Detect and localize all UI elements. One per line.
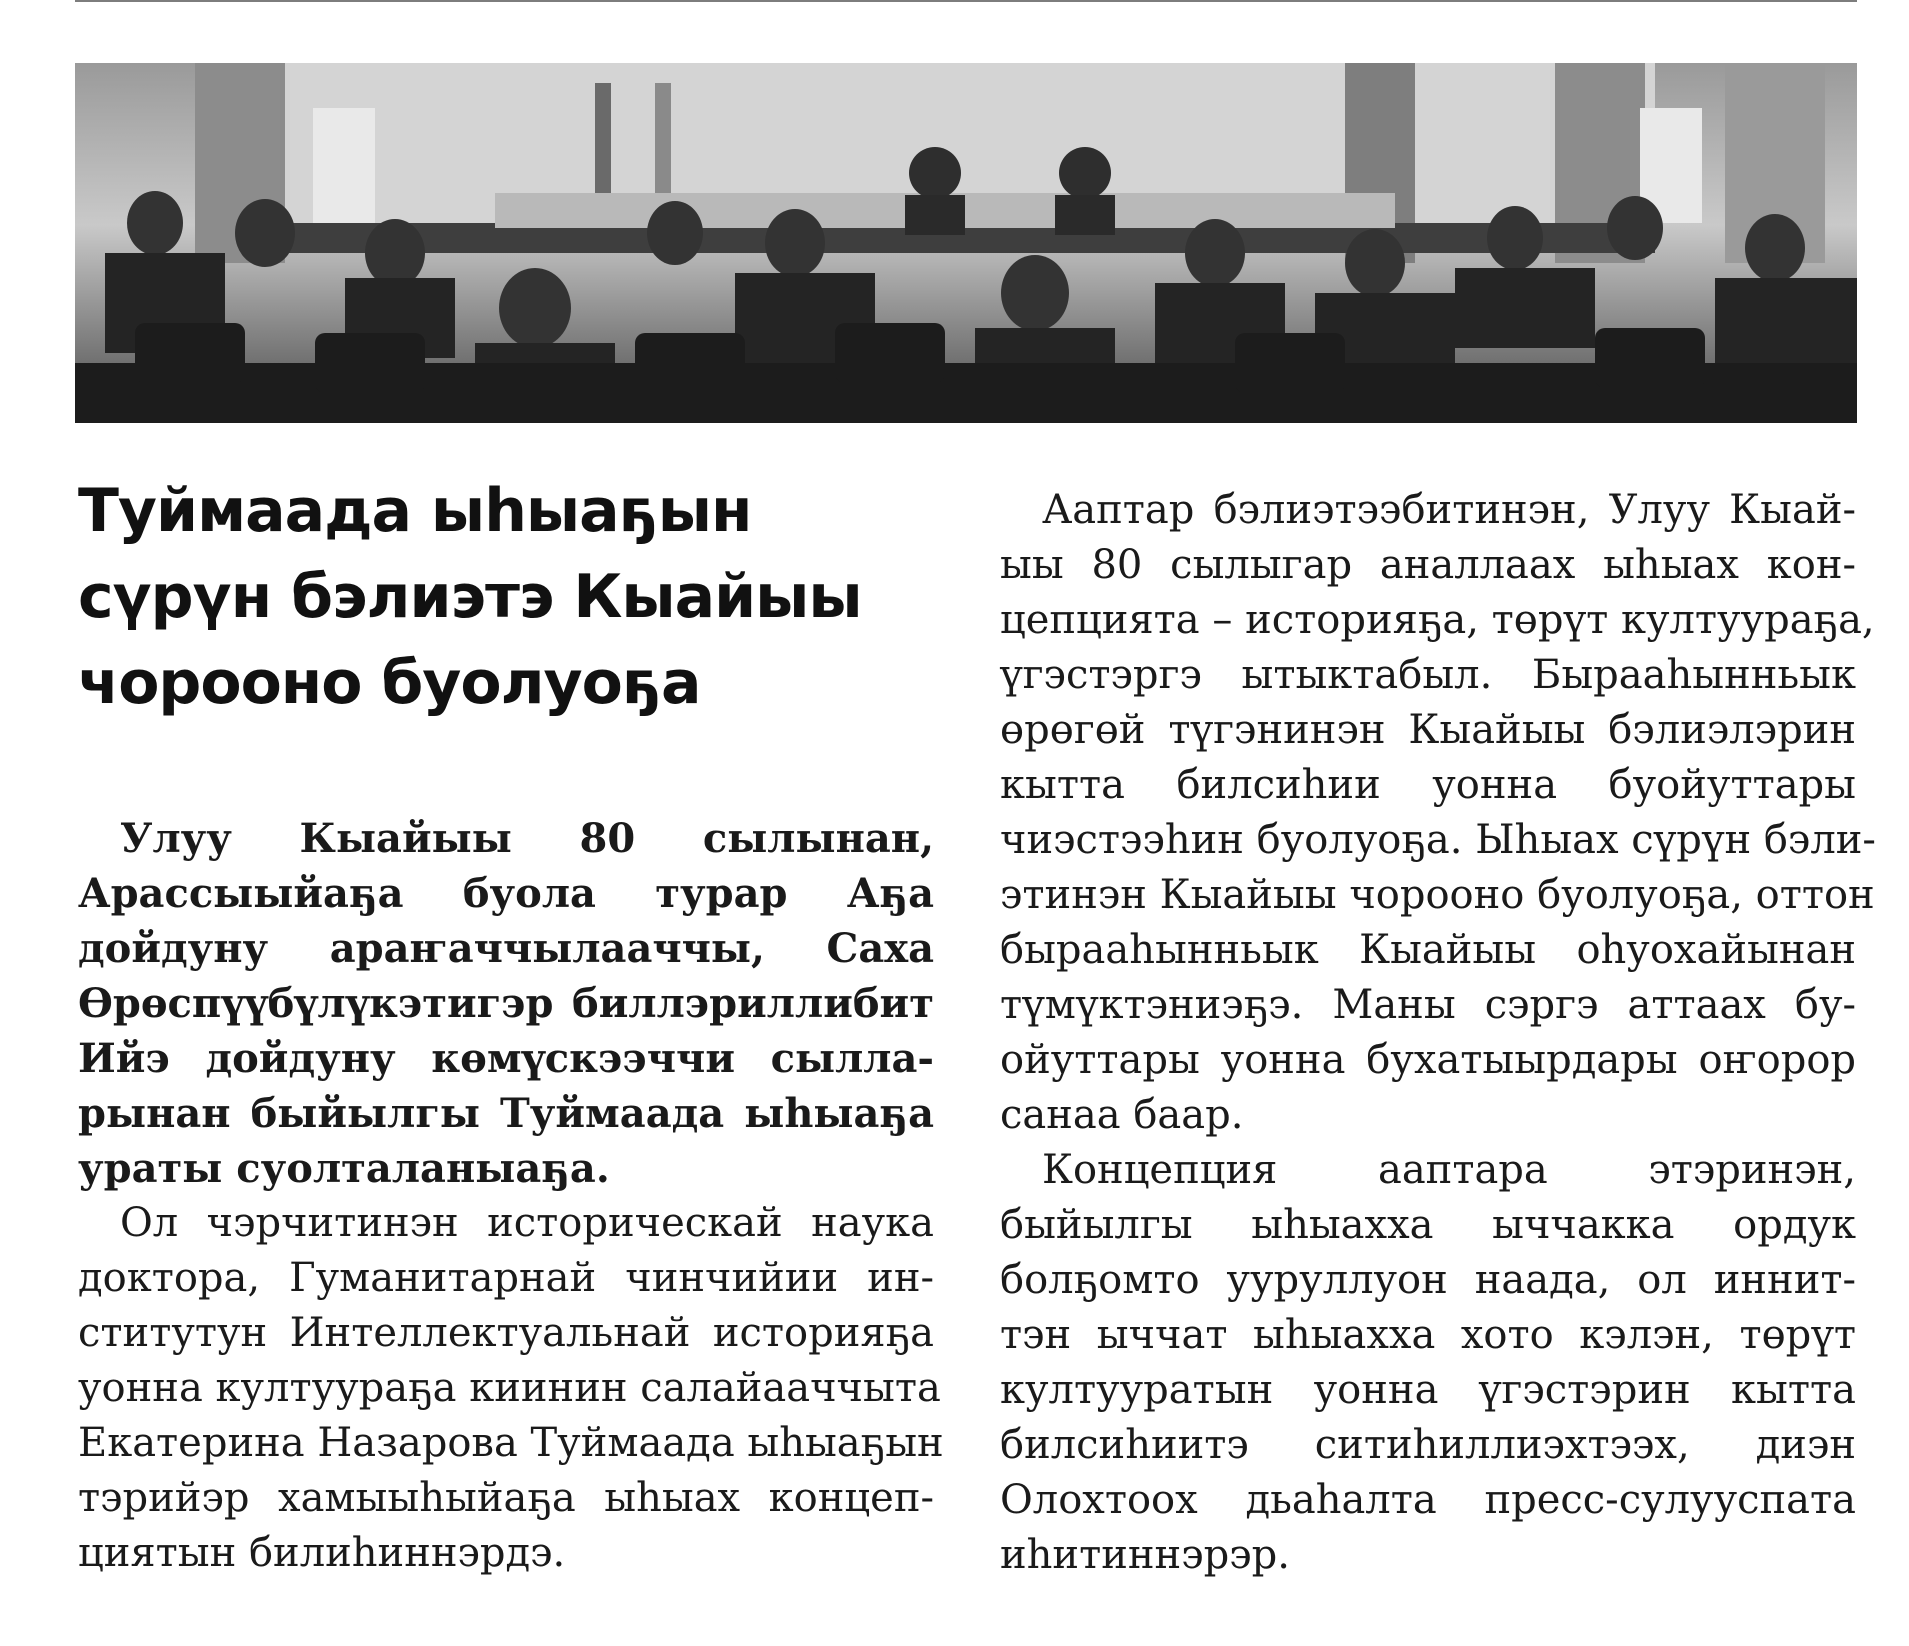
text-line: санаа баар. — [1000, 1092, 1244, 1138]
text-line: тэн ыччат ыһыахха хото кэлэн, төрүт — [1000, 1312, 1856, 1358]
text-line: үгэстэргэ ытыктабыл. Бырааһынньык — [1000, 652, 1856, 698]
text-line: Улуу Кыайыы 80 сылынан, — [120, 815, 934, 862]
text-line: доктора, Гуманитарнай чинчийии ин- — [78, 1255, 934, 1301]
text-line: өрөгөй түгэнинэн Кыайыы бэлиэлэрин — [1000, 707, 1856, 753]
text-line: этинэн Кыайыы чорооно буолуоҕа, оттон — [1000, 872, 1875, 918]
text-line: Олохтоох дьаһалта пресс-сулууспата — [1000, 1477, 1856, 1523]
left-column — [78, 811, 944, 1581]
text-line: цепцията – историяҕа, төрүт култуураҕа, — [1000, 597, 1875, 643]
top-rule — [75, 0, 1857, 2]
text-line: ойуттары уонна бухатыырдары оҥорор — [1000, 1037, 1856, 1083]
headline — [78, 468, 978, 726]
text-line: түмүктэниэҕэ. Маны сэргэ аттаах бу- — [1000, 982, 1856, 1028]
text-line: Екатерина Назарова Туймаада ыһыаҕын — [78, 1420, 944, 1466]
right-column — [1000, 483, 1876, 1583]
headline-line: сүрүн бэлиэтэ Кыайыы — [78, 562, 862, 632]
text-line: иһитиннэрэр. — [1000, 1532, 1290, 1578]
text-line: Ааптар бэлиэтээбитинэн, Улуу Кыай- — [1042, 487, 1856, 533]
text-line: ститутун Интеллектуальнай историяҕа — [78, 1310, 934, 1356]
text-line: чиэстээһин буолуоҕа. Ыһыах сүрүн бэли- — [1000, 817, 1876, 863]
text-line: Ол чэрчитинэн историческай наука — [120, 1200, 934, 1246]
text-line: дойдуну араҥаччылааччы, Саха — [78, 925, 934, 972]
text-line: циятын билиһиннэрдэ. — [78, 1530, 566, 1576]
text-line: ураты суолталаныаҕа. — [78, 1145, 610, 1192]
meeting-photo — [75, 63, 1857, 423]
text-line: быйылгы ыһыахха ыччакка ордук — [1000, 1202, 1856, 1248]
text-line: тэрийэр хамыыһыйаҕа ыһыах концеп- — [78, 1475, 934, 1521]
text-line: Өрөспүүбүлүкэтигэр биллэриллибит — [78, 980, 934, 1027]
text-line: Ийэ дойдуну көмүскээччи сылла- — [78, 1035, 934, 1082]
text-line: ыы 80 сылыгар аналлаах ыһыах кон- — [1000, 542, 1856, 588]
text-line: болҕомто ууруллуон наада, ол иннит- — [1000, 1257, 1856, 1303]
text-line: култууратын уонна үгэстэрин кытта — [1000, 1367, 1856, 1413]
text-line: бырааһынньык Кыайыы оһуохайынан — [1000, 927, 1856, 973]
body-paragraph — [1000, 1143, 1856, 1583]
body-paragraph — [78, 1196, 944, 1581]
headline-line: Туймаада ыһыаҕын — [78, 476, 752, 546]
headline-line: чорооно буолуоҕа — [78, 648, 701, 718]
text-line: Концепция ааптара этэринэн, — [1042, 1147, 1856, 1193]
text-line: рынан быйылгы Туймаада ыһыаҕа — [78, 1090, 934, 1137]
text-line: кытта билсиһии уонна буойуттары — [1000, 762, 1856, 808]
text-line: Арассыыйаҕа буола турар Аҕа — [78, 870, 934, 917]
lead-paragraph — [78, 811, 934, 1196]
text-line: билсиһиитэ ситиһиллиэхтээх, диэн — [1000, 1422, 1856, 1468]
body-paragraph — [1000, 483, 1876, 1143]
text-line: уонна култуураҕа киинин салайааччыта — [78, 1365, 941, 1411]
